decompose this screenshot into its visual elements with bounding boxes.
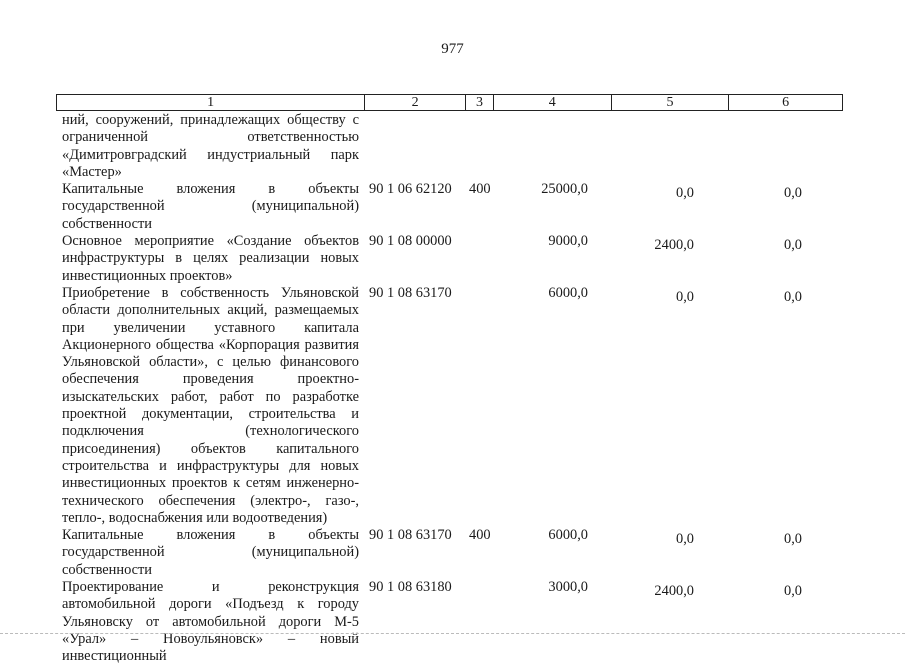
row-value-1: 9000,0 — [548, 233, 588, 250]
column-header-2: 2 — [365, 95, 466, 110]
column-header-5: 5 — [612, 95, 730, 110]
row-value-3: 0,0 — [784, 185, 802, 202]
page-edge-divider — [0, 633, 905, 634]
table-row — [62, 527, 842, 579]
row-value-1: 25000,0 — [541, 181, 588, 198]
row-expense-type — [469, 112, 505, 181]
table-header — [56, 94, 843, 111]
row-expense-type — [469, 233, 505, 285]
row-value-2: 2400,0 — [654, 237, 694, 254]
row-value-1: 3000,0 — [548, 579, 588, 596]
column-header-4: 4 — [494, 95, 612, 110]
row-expense-type — [469, 285, 505, 527]
row-code: 90 1 08 63170 — [369, 527, 452, 544]
column-header-6: 6 — [782, 95, 790, 110]
table-row — [62, 112, 842, 181]
row-expense-type: 400 — [469, 181, 491, 198]
row-value-3 — [694, 112, 802, 181]
row-code: 90 1 08 63180 — [369, 579, 452, 596]
row-code — [359, 112, 469, 181]
row-code: 90 1 08 63170 — [369, 284, 452, 301]
row-value-1: 6000,0 — [548, 527, 588, 544]
row-value-3: 0,0 — [784, 531, 802, 548]
table-row — [62, 233, 842, 285]
row-value-2: 0,0 — [676, 185, 694, 202]
table-row — [62, 579, 842, 665]
table-body — [62, 112, 842, 666]
table-row — [62, 181, 842, 233]
row-value-2: 2400,0 — [654, 583, 694, 600]
row-value-2: 0,0 — [676, 288, 694, 305]
column-header-1: 1 — [57, 95, 365, 110]
row-code: 90 1 06 62120 — [369, 181, 452, 198]
row-value-3: 0,0 — [784, 583, 802, 600]
row-expense-type — [469, 579, 505, 665]
row-description: Основное мероприятие «Создание объектов инфраструктуры в целях реализации новых инвестиционных проектов» — [62, 233, 359, 284]
column-header-3: 3 — [466, 95, 494, 110]
row-expense-type: 400 — [469, 527, 491, 544]
row-description: Капитальные вложения в объекты государственной (муниципальной) собственности — [62, 181, 359, 232]
row-code: 90 1 08 00000 — [369, 233, 452, 250]
page-number: 977 — [441, 41, 464, 57]
row-description: Проектирование и реконструкция автомобильной дороги «Подъезд к городу Ульяновску от автомобильной дороги М-5 «Урал» – Новоульяновск» – новый инвестиционный — [62, 579, 359, 665]
row-description: ний, сооружений, принадлежащих обществу с ограниченной ответственностью «Димитровградский индустриальный парк «Мастер» — [62, 112, 359, 180]
row-description: Приобретение в собственность Ульяновской области дополнительных акций, размещаемых при увеличении уставного капитала Акционерного общества «Корпорация развития Ульяновской области», с целью финансового обеспечения проведения проектно-изыскательских работ, работ по разработке проектной документации, строительства и подключения (технологического присоединения) объектов капитального строительства и инфраструктуры для новых инвестиционных проектов к сетям инженерно-технического обеспечения (электро-, газо-, тепло-, водоснабжения или водоотведения) — [62, 284, 359, 526]
row-value-2: 0,0 — [676, 531, 694, 548]
row-value-1 — [505, 112, 588, 181]
row-description: Капитальные вложения в объекты государственной (муниципальной) собственности — [62, 527, 359, 578]
table-row — [62, 285, 842, 527]
row-value-3: 0,0 — [784, 237, 802, 254]
row-value-1: 6000,0 — [548, 284, 588, 301]
row-value-2 — [588, 112, 694, 181]
row-value-3: 0,0 — [784, 288, 802, 305]
